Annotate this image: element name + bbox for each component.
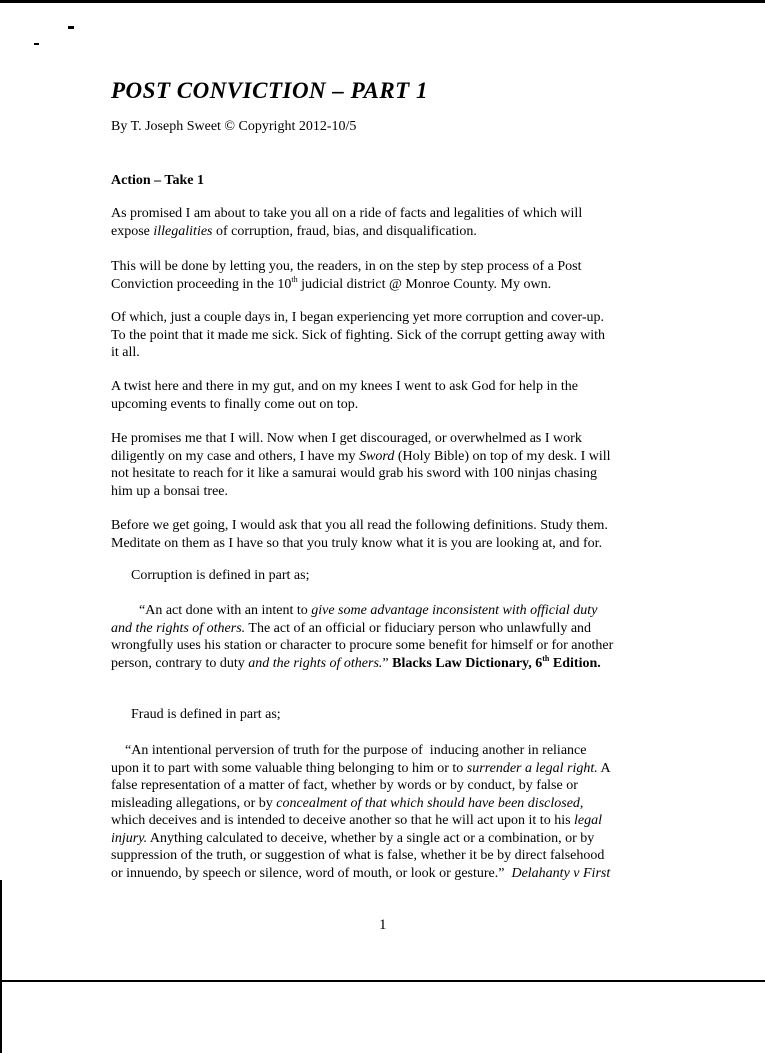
bold-citation: Blacks Law Dictionary, 6 [392, 655, 543, 671]
scan-top-border [0, 0, 765, 3]
italic-text: and the rights of others. [111, 620, 246, 636]
bold-citation: Edition. [549, 655, 601, 671]
text-line: or innuendo, by speech or silence, word of mouth, or look or gesture.” Delahanty v First [111, 865, 611, 881]
italic-text: injury. [111, 830, 148, 846]
text-line: wrongfully uses his station or character to procure some benefit for himself or for another [111, 638, 614, 653]
text-line: upcoming events to finally come out on top. [111, 396, 359, 412]
text-line: A twist here and there in my gut, and on my knees I went to ask God for help in the [111, 379, 578, 394]
paragraph [111, 309, 651, 362]
scan-page-edge [0, 980, 765, 982]
page-title: POST CONVICTION – PART 1 [111, 78, 428, 103]
text-line: Meditate on them as I have so that you truly know what it is you are looking at, and for. [111, 535, 603, 551]
italic-text: give some advantage inconsistent with official duty [311, 603, 598, 618]
text-line: He promises me that I will. Now when I get discouraged, or overwhelmed as I work [111, 431, 582, 446]
text-line: false representation of a matter of fact, whether by words or by conduct, by false or [111, 778, 578, 793]
italic-text: concealment of that which should have been disclosed, [276, 795, 584, 811]
text-line: “An act done with an intent to give some advantage inconsistent with official duty [111, 603, 598, 618]
text-line: “An intentional perversion of truth for the purpose of inducing another in reliance [111, 743, 587, 758]
scan-left-edge [0, 880, 2, 980]
text-line: and the rights of others. The act of an official or fiduciary person who unlawfully and [111, 620, 592, 636]
text-line: which deceives and is intended to deceive another so that he will act upon it to his legal [111, 813, 603, 828]
italic-text: Sword [359, 448, 395, 464]
scan-speck [34, 43, 39, 45]
text-line: upon it to part with some valuable thing belonging to him or to surrender a legal right. A [111, 760, 611, 776]
text-line: Of which, just a couple days in, I began experiencing yet more corruption and cover-up. [111, 310, 605, 325]
fraud-definition-intro: Fraud is defined in part as; [131, 707, 281, 722]
text-line: As promised I am about to take you all on a ride of facts and legalities of which will [111, 206, 583, 221]
superscript: th [542, 653, 550, 663]
paragraph [111, 205, 651, 240]
text-line: not hesitate to reach for it like a samurai would grab his sword with 100 ninjas chasing [111, 466, 598, 481]
scan-left-edge [0, 982, 2, 1053]
text-line: Before we get going, I would ask that you all read the following definitions. Study them. [111, 518, 608, 533]
text-line: person, contrary to duty and the rights of others.” Blacks Law Dictionary, 6th Edition. [111, 653, 601, 671]
text-line: diligently on my case and others, I have my Sword (Holy Bible) on top of my desk. I will [111, 448, 611, 464]
text-line: expose illegalities of corruption, fraud, bias, and disqualification. [111, 223, 477, 239]
italic-text: illegalities [153, 223, 213, 239]
text-line: it all. [111, 345, 140, 360]
section-heading: Action – Take 1 [111, 173, 204, 188]
italic-text: and the rights of others. [248, 655, 383, 671]
corruption-definition-intro: Corruption is defined in part as; [131, 568, 310, 583]
text-line: him up a bonsai tree. [111, 483, 229, 499]
text-line: This will be done by letting you, the readers, in on the step by step process of a Post [111, 259, 582, 274]
paragraph [111, 430, 651, 500]
italic-text: Delahanty v First [511, 865, 611, 881]
paragraph [111, 378, 651, 413]
text-line: suppression of the truth, or suggestion of what is false, whether it be by direct falsehood [111, 848, 605, 863]
byline: By T. Joseph Sweet © Copyright 2012-10/5 [111, 119, 357, 134]
text-line: injury. Anything calculated to deceive, whether by a single act or a combination, or by [111, 830, 595, 846]
fraud-definition-quote [111, 742, 651, 882]
scan-speck [68, 26, 74, 29]
paragraph [111, 258, 651, 293]
italic-text: surrender a legal right. [466, 760, 598, 776]
page-number: 1 [379, 917, 387, 933]
paragraph [111, 517, 651, 552]
text-line: To the point that it made me sick. Sick of fighting. Sick of the corrupt getting away with [111, 327, 605, 343]
corruption-definition-quote [111, 602, 651, 672]
italic-text: legal [574, 813, 603, 828]
superscript: th [291, 274, 298, 284]
text-line: Conviction proceeding in the 10th judicial district @ Monroe County. My own. [111, 274, 552, 292]
text-line: misleading allegations, or by concealment of that which should have been disclosed, [111, 795, 584, 811]
